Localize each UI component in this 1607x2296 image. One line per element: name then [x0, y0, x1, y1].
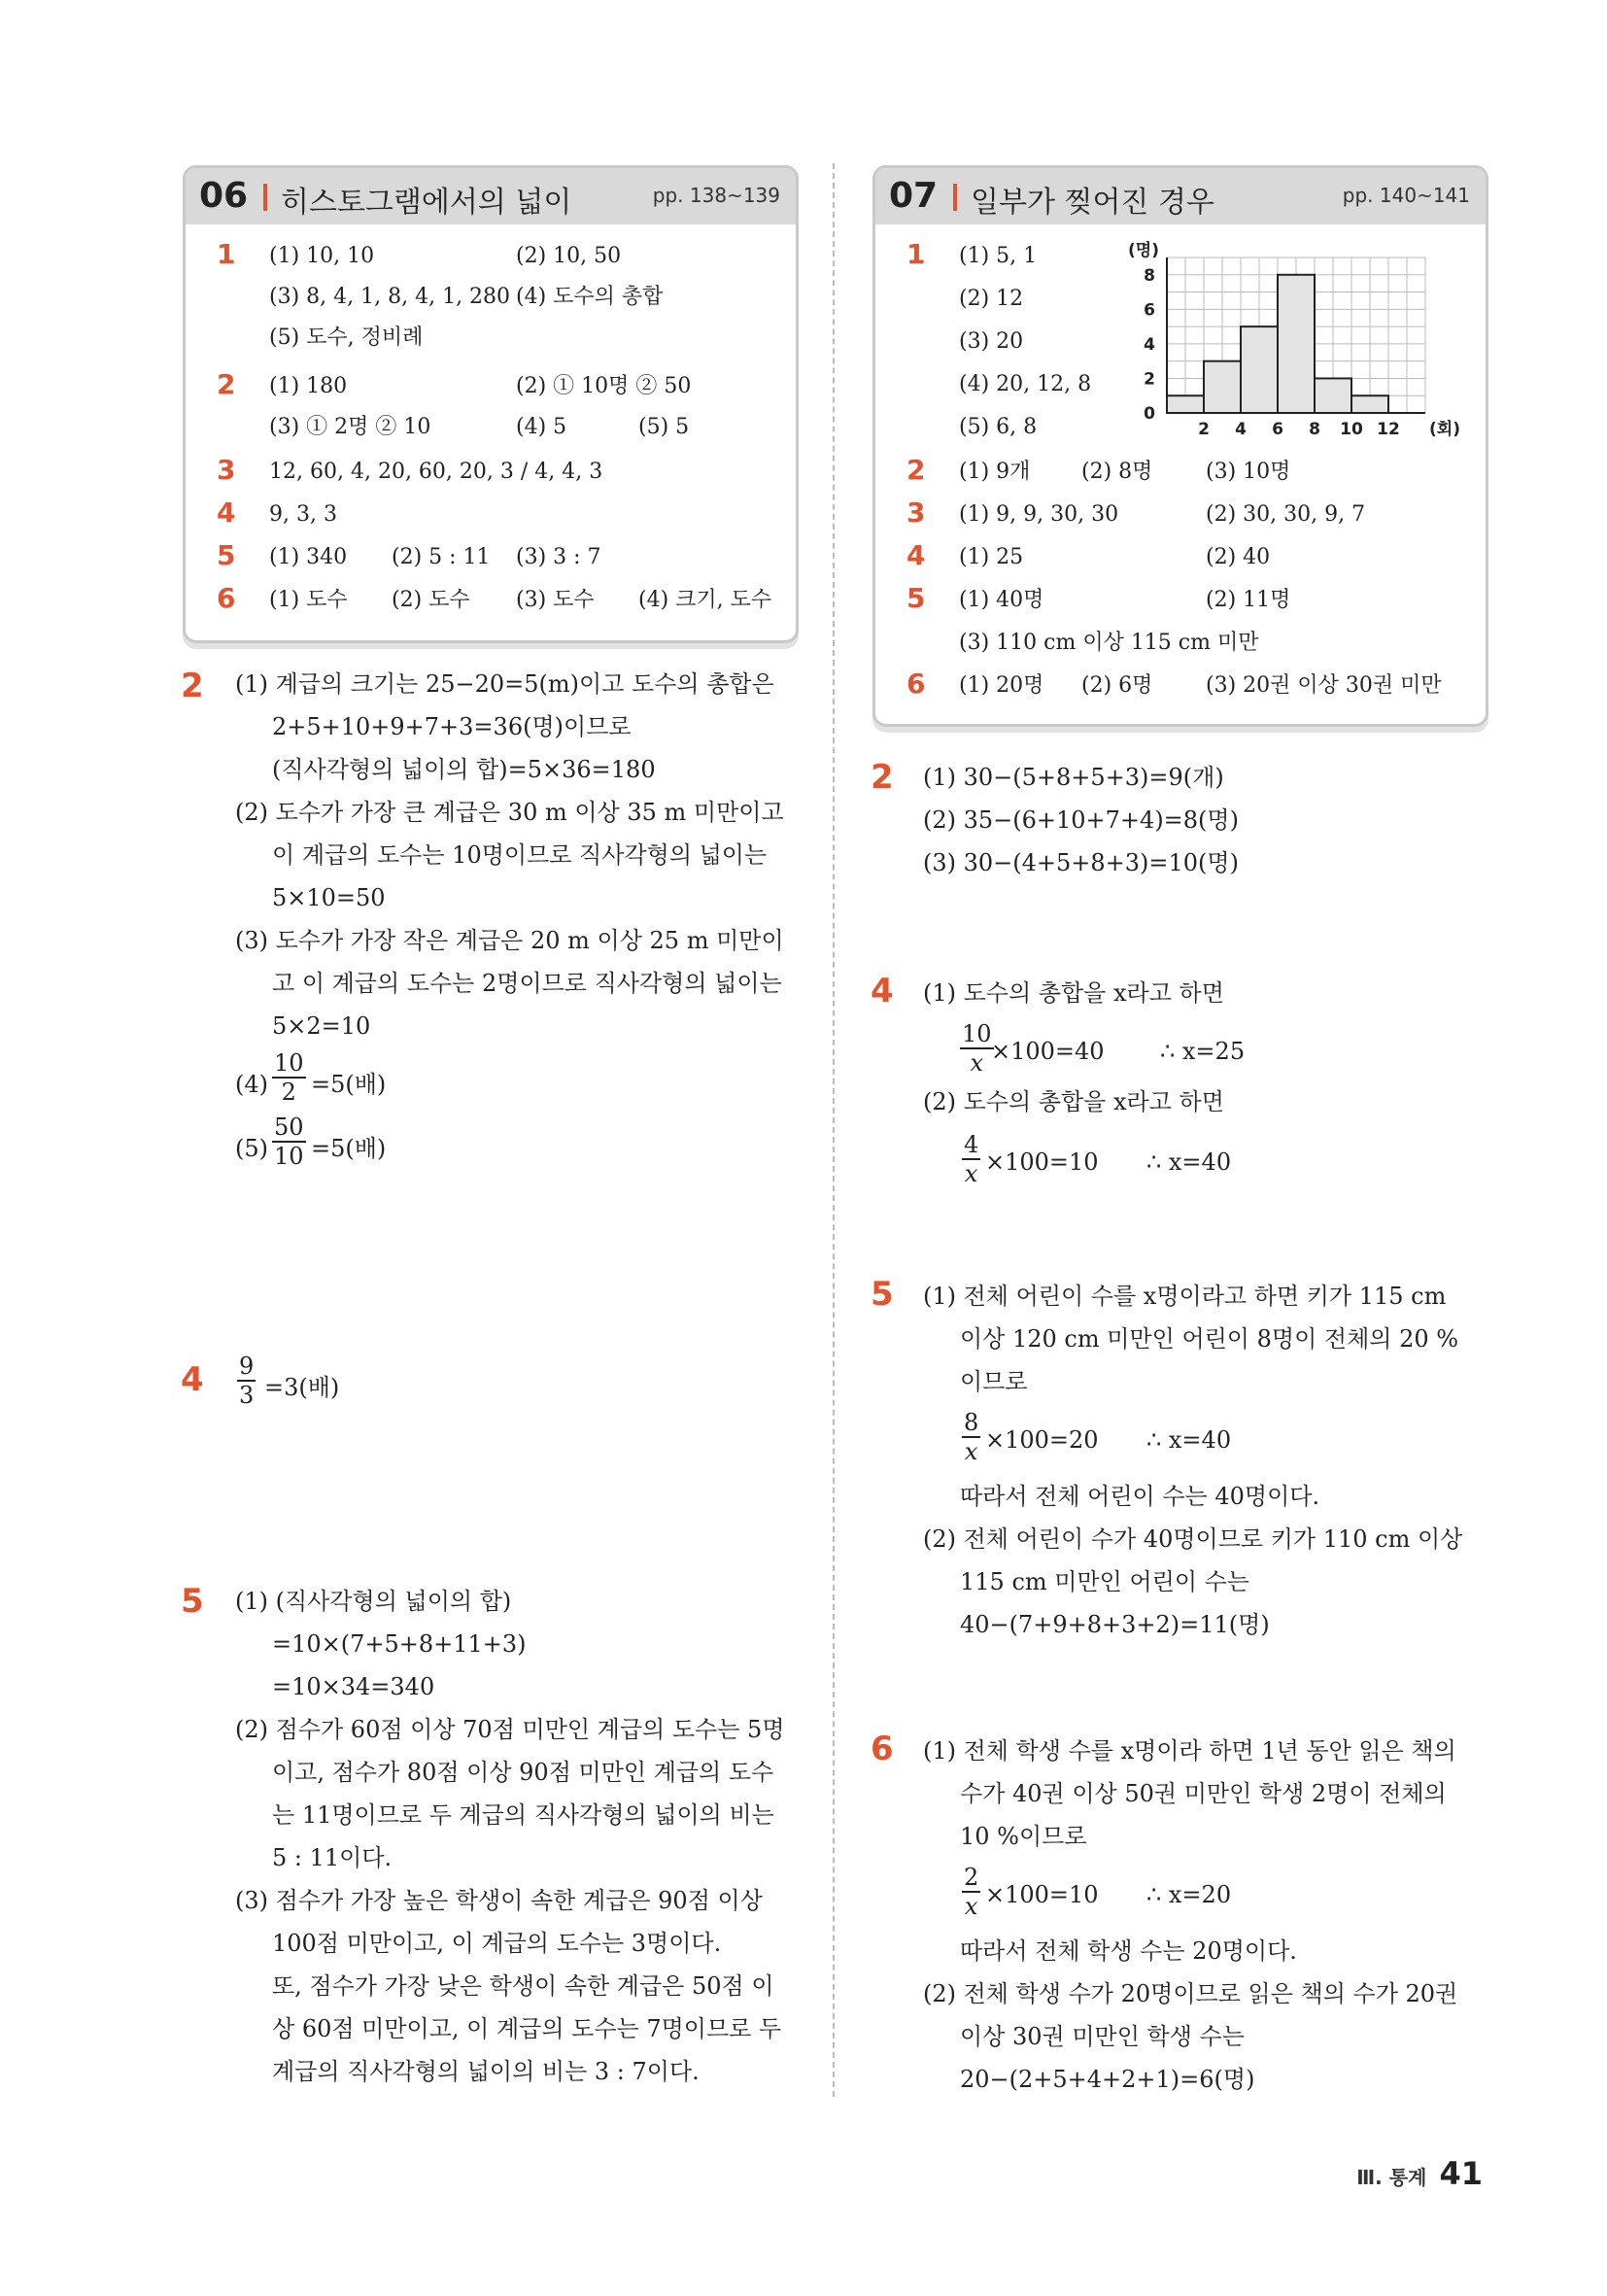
answer: (2) 11명: [1206, 588, 1291, 612]
answer: (2) 30, 30, 9, 7: [1206, 502, 1366, 527]
solution-number: 5: [181, 1582, 204, 1621]
solution-number: 6: [871, 1730, 894, 1768]
solution-line: 수가 40권 이상 50권 미만인 학생 2명이 전체의: [960, 1780, 1447, 1807]
solution-line: 계급의 직사각형의 넓이의 비는 3 : 7이다.: [272, 2058, 700, 2085]
answer: (3) 110 cm 이상 115 cm 미만: [959, 631, 1259, 655]
answer: (5) 6, 8: [959, 415, 1038, 439]
q-number: 6: [906, 668, 926, 700]
numerator: 8: [964, 1409, 979, 1436]
solution-line: (2) 도수의 총합을 x라고 하면: [923, 1088, 1224, 1115]
x-tick-label: 10: [1340, 420, 1363, 439]
denominator: x: [964, 1438, 978, 1465]
fraction: [962, 1409, 980, 1465]
answer: (3) 20권 이상 30권 미만: [1206, 673, 1442, 698]
page-number: 41: [1439, 2155, 1483, 2192]
solution-line: (4): [235, 1071, 268, 1098]
solution-number: 4: [871, 972, 894, 1011]
solution-line: 이고, 점수가 80점 이상 90점 미만인 계급의 도수: [272, 1759, 774, 1786]
answer: (2) 8명: [1081, 460, 1153, 484]
q-number: 2: [217, 368, 236, 400]
solution-line: 5 : 11이다.: [272, 1844, 393, 1871]
answer: (2) 10, 50: [516, 244, 622, 268]
answer: (1) 25: [959, 545, 1024, 569]
header-accent-bar: [953, 184, 957, 211]
box-06-pages: pp. 138~139: [652, 184, 780, 207]
solution-line: (1) 계급의 크기는 25−20=5(m)이고 도수의 총합은: [235, 670, 774, 698]
section-label: Ⅲ. 통계: [1356, 2166, 1427, 2189]
q-number: 1: [906, 238, 926, 270]
y-tick-label: 8: [1144, 265, 1155, 286]
solution-line: (2) 전체 어린이 수가 40명이므로 키가 110 cm 이상: [923, 1525, 1463, 1553]
solution-number: 5: [871, 1275, 894, 1314]
answer: (4) 20, 12, 8: [959, 372, 1092, 396]
q-number: 5: [906, 582, 926, 614]
solution-line: 115 cm 미만인 어린이 수는: [960, 1568, 1249, 1595]
solution-line: 이므로: [960, 1368, 1028, 1395]
solution-line: (1) (직사각형의 넓이의 합): [235, 1588, 512, 1615]
solution-line: =5(배): [311, 1071, 387, 1098]
solution-line: 는 11명이므로 두 계급의 직사각형의 넓이의 비는: [272, 1801, 774, 1829]
histogram-bar: [1315, 378, 1351, 413]
answer: (1) 9개: [959, 460, 1031, 484]
solution-line: ×100=10: [985, 1148, 1099, 1176]
solution-line: ∴ x=25: [1160, 1038, 1246, 1065]
answer: (2) 40: [1206, 545, 1271, 569]
answer: (1) 도수: [269, 588, 348, 612]
answer: (2) 6명: [1081, 673, 1153, 698]
solution-line: ×100=40: [991, 1038, 1105, 1065]
denominator: x: [964, 1160, 978, 1187]
answer: (3) 3 : 7: [516, 545, 601, 569]
solution-line: =5(배): [311, 1135, 387, 1162]
x-tick-label: 4: [1235, 420, 1247, 439]
answer: 9, 3, 3: [269, 502, 337, 527]
denominator: 3: [239, 1382, 255, 1409]
histogram-chart: [1128, 238, 1460, 442]
solution-line: 고 이 계급의 도수는 2명이므로 직사각형의 넓이는: [272, 970, 782, 997]
solution-line: 10 %이므로: [960, 1823, 1087, 1850]
answer: (1) 340: [269, 545, 348, 569]
box-06-number: 06: [199, 176, 249, 216]
numerator: 10: [274, 1049, 304, 1077]
q-number: 4: [906, 539, 926, 571]
solution-line: (3) 점수가 가장 높은 학생이 속한 계급은 90점 이상: [235, 1887, 763, 1914]
fraction: [272, 1049, 306, 1106]
solution-line: (2) 전체 학생 수가 20명이므로 읽은 책의 수가 20권: [923, 1980, 1458, 2007]
answer: (1) 5, 1: [959, 244, 1038, 268]
histogram-bar: [1278, 275, 1315, 413]
answer: (3) ① 2명 ② 10: [269, 415, 431, 439]
header-accent-bar: [263, 184, 267, 211]
fraction: [962, 1864, 980, 1920]
histogram-bar: [1241, 326, 1278, 413]
solution-line: ∴ x=20: [1146, 1881, 1232, 1908]
numerator: 10: [962, 1020, 992, 1047]
answer: (1) 20명: [959, 673, 1044, 698]
answer: (3) 도수: [516, 588, 595, 612]
q-number: 1: [217, 238, 236, 270]
solution-line: ∴ x=40: [1146, 1148, 1232, 1176]
fraction: [237, 1353, 256, 1409]
histogram-bar: [1204, 361, 1241, 413]
denominator: 10: [274, 1143, 304, 1170]
solution-line: 따라서 전체 학생 수는 20명이다.: [960, 1937, 1297, 1965]
q-number: 3: [217, 454, 236, 486]
q-number: 2: [906, 454, 926, 486]
solution-line: 2+5+10+9+7+3=36(명)이므로: [272, 713, 632, 740]
numerator: 4: [964, 1131, 979, 1158]
y-tick-label: 2: [1144, 369, 1155, 390]
solution-line: (3) 30−(4+5+8+3)=10(명): [923, 849, 1239, 876]
solution-line: (1) 전체 어린이 수를 x명이라고 하면 키가 115 cm: [923, 1283, 1447, 1310]
histogram-bar: [1351, 395, 1388, 413]
y-tick-label: 0: [1144, 404, 1155, 424]
solution-line: 20−(2+5+4+2+1)=6(명): [960, 2066, 1255, 2093]
answer: (5) 5: [638, 415, 690, 439]
solution-line: 5×10=50: [272, 884, 386, 911]
answer: (1) 40명: [959, 588, 1044, 612]
solution-line: =10×(7+5+8+11+3): [272, 1630, 527, 1658]
answer: (2) 도수: [392, 588, 470, 612]
solution-line: =10×34=340: [272, 1673, 435, 1700]
box-07-header: [875, 168, 1486, 224]
answer: (2) 5 : 11: [392, 545, 491, 569]
numerator: 50: [274, 1114, 304, 1141]
solution-number: 2: [871, 758, 894, 797]
solution-line: (3) 도수가 가장 작은 계급은 20 m 이상 25 m 미만이: [235, 927, 784, 954]
denominator: x: [970, 1049, 984, 1077]
answer-box-07: [872, 165, 1488, 727]
x-tick-label: 8: [1309, 420, 1320, 439]
solution-number: 4: [181, 1360, 204, 1399]
q-number: 5: [217, 539, 236, 571]
solution-line: (5): [235, 1135, 268, 1162]
answer: (4) 크기, 도수: [638, 588, 772, 612]
answer: (1) 9, 9, 30, 30: [959, 502, 1119, 527]
solution-line: 100점 미만이고, 이 계급의 도수는 3명이다.: [272, 1930, 722, 1957]
answer: (1) 10, 10: [269, 244, 375, 268]
numerator: 9: [239, 1353, 255, 1380]
box-07-number: 07: [889, 176, 939, 216]
denominator: 2: [281, 1079, 296, 1106]
box-06-title: 히스토그램에서의 넓이: [281, 186, 572, 220]
answer: (4) 5: [516, 415, 567, 439]
x-axis-label: (회): [1429, 420, 1460, 439]
answer: (2) 12: [959, 287, 1024, 311]
q-number: 4: [217, 497, 236, 529]
x-tick-label: 2: [1198, 420, 1210, 439]
solution-line: (1) 30−(5+8+5+3)=9(개): [923, 764, 1224, 791]
y-axis-label: (명): [1128, 241, 1159, 260]
answer: (1) 180: [269, 374, 348, 398]
solution-line: ∴ x=40: [1146, 1426, 1232, 1454]
solution-line: 또, 점수가 가장 낮은 학생이 속한 계급은 50점 이: [272, 1972, 774, 2000]
histogram-bar: [1167, 395, 1204, 413]
fraction: [960, 1020, 994, 1077]
box-07-pages: pp. 140~141: [1342, 184, 1470, 207]
fraction: [962, 1131, 980, 1187]
q-number: 3: [906, 497, 926, 529]
answer: (4) 도수의 총합: [516, 285, 664, 309]
solution-line: 따라서 전체 어린이 수는 40명이다.: [960, 1483, 1320, 1510]
solution-line: ×100=10: [985, 1881, 1099, 1908]
solution-line: (직사각형의 넓이의 합)=5×36=180: [272, 756, 656, 783]
box-07-title: 일부가 찢어진 경우: [971, 186, 1214, 220]
solution-line: 이 계급의 도수는 10명이므로 직사각형의 넓이는: [272, 841, 768, 869]
numerator: 2: [964, 1864, 979, 1891]
solution-line: =3(배): [264, 1374, 340, 1401]
answer: (3) 20: [959, 329, 1024, 354]
answer-box-06: [183, 165, 799, 643]
x-tick-label: 6: [1272, 420, 1283, 439]
x-tick-label: 12: [1377, 420, 1400, 439]
solution-number: 2: [181, 667, 204, 705]
solution-line: 이상 30권 미만인 학생 수는: [960, 2023, 1245, 2050]
column-divider: [833, 163, 835, 2097]
y-tick-label: 4: [1144, 334, 1155, 355]
solution-line: 5×2=10: [272, 1012, 371, 1040]
page-footer: [1356, 2155, 1483, 2192]
q-number: 6: [217, 582, 236, 614]
denominator: x: [964, 1893, 978, 1920]
solution-line: (2) 도수가 가장 큰 계급은 30 m 이상 35 m 미만이고: [235, 799, 784, 826]
solution-line: 40−(7+9+8+3+2)=11(명): [960, 1611, 1270, 1638]
solution-line: (1) 도수의 총합을 x라고 하면: [923, 979, 1224, 1007]
solution-line: ×100=20: [985, 1426, 1099, 1454]
box-06-header: [186, 168, 796, 224]
solution-line: 상 60점 미만이고, 이 계급의 도수는 7명이므로 두: [272, 2015, 782, 2042]
solution-line: (2) 점수가 60점 이상 70점 미만인 계급의 도수는 5명: [235, 1716, 785, 1743]
answer: (2) ① 10명 ② 50: [516, 374, 692, 398]
y-tick-label: 6: [1144, 300, 1155, 321]
fraction: [272, 1114, 306, 1170]
answer: 12, 60, 4, 20, 60, 20, 3 / 4, 4, 3: [269, 460, 603, 484]
solution-line: (1) 전체 학생 수를 x명이라 하면 1년 동안 읽은 책의: [923, 1737, 1456, 1765]
answer: (3) 8, 4, 1, 8, 4, 1, 280: [269, 285, 511, 309]
answer: (5) 도수, 정비례: [269, 326, 424, 350]
answer: (3) 10명: [1206, 460, 1291, 484]
solution-line: 이상 120 cm 미만인 어린이 8명이 전체의 20 %: [960, 1325, 1459, 1353]
solution-line: (2) 35−(6+10+7+4)=8(명): [923, 806, 1239, 834]
